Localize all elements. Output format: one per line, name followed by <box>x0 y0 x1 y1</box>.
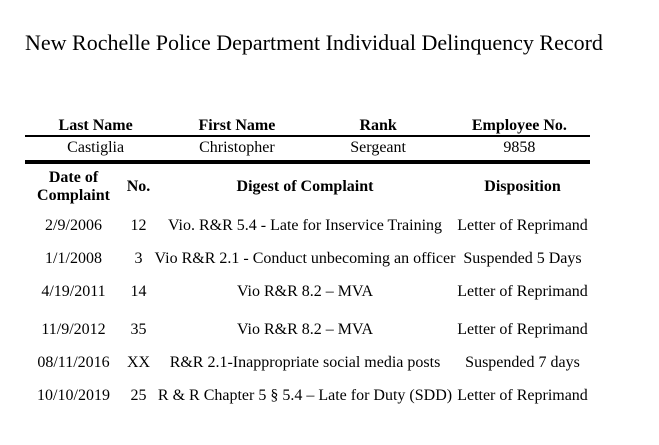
officer-table-row <box>25 137 590 159</box>
header-first-name: First Name <box>198 117 276 134</box>
table-row <box>25 349 590 377</box>
complaint-digest: R&R 2.1-Inappropriate social media posts <box>169 354 441 371</box>
complaint-digest: Vio R&R 2.1 - Conduct unbecoming an officer <box>154 250 456 267</box>
value-rank: Sergeant <box>350 139 406 156</box>
header-last-name: Last Name <box>58 117 133 134</box>
officer-table-header <box>25 111 590 137</box>
complaint-date: 11/9/2012 <box>41 321 106 338</box>
complaint-no: XX <box>126 354 151 371</box>
complaint-digest: Vio R&R 8.2 – MVA <box>236 283 374 300</box>
page-title: New Rochelle Police Department Individual Delinquency Record <box>25 30 603 55</box>
value-first-name: Christopher <box>199 139 275 156</box>
value-last-name: Castiglia <box>67 139 125 156</box>
complaint-date: 2/9/2006 <box>45 217 102 234</box>
header-disposition: Disposition <box>484 178 561 195</box>
complaint-date: 1/1/2008 <box>45 250 102 267</box>
double-rule-divider <box>25 160 590 164</box>
complaint-no: 12 <box>130 217 147 234</box>
complaint-digest: Vio R&R 8.2 – MVA <box>236 321 374 338</box>
complaint-disposition: Letter of Reprimand <box>457 217 588 234</box>
header-employee-no: Employee No. <box>471 117 567 134</box>
header-rank: Rank <box>359 117 397 134</box>
complaint-no: 35 <box>130 321 147 338</box>
value-employee-no: 9858 <box>503 139 536 156</box>
header-digest: Digest of Complaint <box>236 178 374 195</box>
complaint-disposition: Letter of Reprimand <box>457 283 588 300</box>
complaint-disposition: Suspended 7 days <box>465 354 580 371</box>
table-row <box>25 273 590 311</box>
header-no: No. <box>126 178 151 195</box>
complaint-disposition: Suspended 5 Days <box>463 250 582 267</box>
complaint-no: 25 <box>130 387 147 404</box>
complaint-no: 3 <box>134 250 143 267</box>
header-date-of-complaint: Date of Complaint <box>37 169 110 204</box>
complaint-date: 4/19/2011 <box>41 283 106 300</box>
complaint-disposition: Letter of Reprimand <box>457 321 588 338</box>
complaint-table <box>25 167 590 415</box>
complaint-date: 10/10/2019 <box>37 387 110 404</box>
record-tables <box>25 111 590 415</box>
complaint-disposition: Letter of Reprimand <box>457 387 588 404</box>
table-row <box>25 377 590 415</box>
complaint-digest: Vio. R&R 5.4 - Late for Inservice Training <box>167 217 443 234</box>
complaint-table-header <box>25 167 590 207</box>
complaint-date: 08/11/2016 <box>37 354 110 371</box>
table-row <box>25 207 590 245</box>
complaint-no: 14 <box>130 283 147 300</box>
complaint-digest: R & R Chapter 5 § 5.4 – Late for Duty (SDD) <box>157 387 453 404</box>
table-row <box>25 245 590 273</box>
table-row <box>25 311 590 349</box>
